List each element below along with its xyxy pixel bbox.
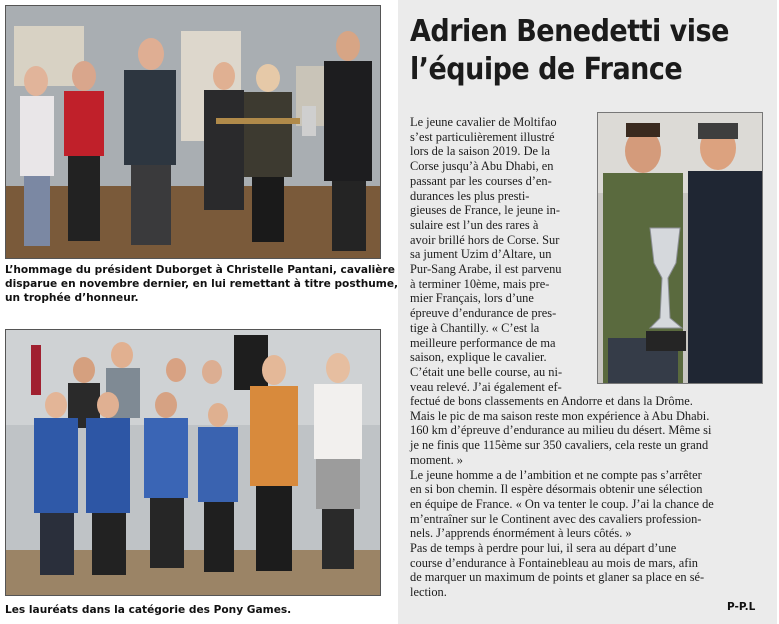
photo-pony-games-winners — [5, 329, 381, 596]
body-line-w4: je ne finis que 115ème sur 350 cavaliers, cela reste un grand — [410, 438, 709, 453]
body-line-n5: passant par les courses d’en- — [410, 173, 552, 188]
photo1-caption — [5, 263, 399, 305]
body-line-n9: avoir brillé hors de Corse. Sur — [410, 232, 560, 247]
body-line-w1: fectué de bons classements en Andorre et dans la Drôme. — [410, 394, 693, 408]
photo1-caption-line-3: un trophée d’honneur. — [5, 292, 139, 304]
headline-line-2: l’équipe de France — [410, 52, 683, 87]
photo2-caption: Les lauréats dans la catégorie des Pony Games. — [5, 604, 292, 616]
article-body-column-wide — [410, 394, 770, 600]
photo-tribute-ceremony — [5, 5, 381, 259]
body-line-n10: sa jument Uzim d’Altare, un — [410, 247, 552, 262]
body-line-n8: sulaire est l’un des rares à — [410, 217, 539, 232]
headline-line-1: Adrien Benedetti vise — [410, 14, 729, 49]
body-line-w10: nels. J’apprends énormément à leurs côtés. » — [410, 526, 632, 541]
body-line-n2: s’est particulièrement illustré — [410, 129, 555, 144]
tribute-photo-image — [6, 6, 380, 258]
body-line-n7: gieuses de France, le jeune in- — [410, 203, 561, 218]
body-line-n4: Corse jusqu’à Abu Dhabi, en — [410, 159, 554, 174]
article-body-column-narrow — [410, 115, 594, 394]
body-line-w13: de marquer un maximum de points et glaner sa place en sé- — [410, 570, 705, 585]
body-line-n16: meilleure performance de ma — [410, 335, 556, 350]
body-line-n1: Le jeune cavalier de Moltifao — [410, 115, 557, 129]
body-line-w7: en si bon chemin. Il espère désormais obtenir une sélection — [410, 482, 703, 497]
body-line-n11: Pur-Sang Arabe, il est parvenu — [410, 262, 562, 277]
body-line-w3: 160 km d’épreuve d’endurance au milieu du désert. Même si — [410, 423, 712, 438]
photo1-caption-line-1: L’hommage du président Duborget à Christelle Pantani, cavalière — [5, 264, 395, 276]
body-line-w9: m’entraîner sur le Continent avec des cavaliers profession- — [410, 511, 702, 526]
body-line-n3: lors de la saison 2019. De la — [410, 144, 551, 159]
body-line-n17: saison, explique le cavalier. — [410, 350, 547, 365]
body-line-w6: Le jeune homme a de l’ambition et ne compte pas s’arrêter — [410, 467, 702, 482]
photo-adrien-benedetti-trophy — [597, 112, 763, 384]
body-line-w8: en équipe de France. « On va tenter le coup. J’ai la chance de — [410, 496, 714, 511]
body-line-w5: moment. » — [410, 452, 463, 467]
article-byline: P-P.L — [727, 601, 756, 613]
body-line-n12: à terminer 10ème, mais pre- — [410, 276, 550, 291]
pony-games-photo-image — [6, 330, 380, 595]
body-line-n15: tige à Chantilly. « C’est la — [410, 320, 540, 335]
body-line-w12: course d’endurance à Fontainebleau au mois de mars, afin — [410, 555, 698, 570]
article-headline — [410, 13, 770, 89]
body-line-n14: épreuve d’endurance de pres- — [410, 306, 557, 321]
body-line-w2: Mais le pic de ma saison reste mon expérience à Abu Dhabi. — [410, 408, 710, 423]
body-line-n6: durances les plus presti- — [410, 188, 530, 203]
body-line-n18: C’était une belle course, au ni- — [410, 364, 563, 379]
body-line-n13: mier Français, lors d’une — [410, 291, 534, 306]
body-line-n19: veau relevé. J’ai également ef- — [410, 379, 562, 394]
trophy-photo-image — [598, 113, 762, 383]
body-line-w14: lection. — [410, 585, 447, 600]
body-line-w11: Pas de temps à perdre pour lui, il sera au départ d’une — [410, 541, 677, 556]
photo1-caption-line-2: disparue en novembre dernier, en lui remettant à titre posthume, — [5, 278, 399, 290]
